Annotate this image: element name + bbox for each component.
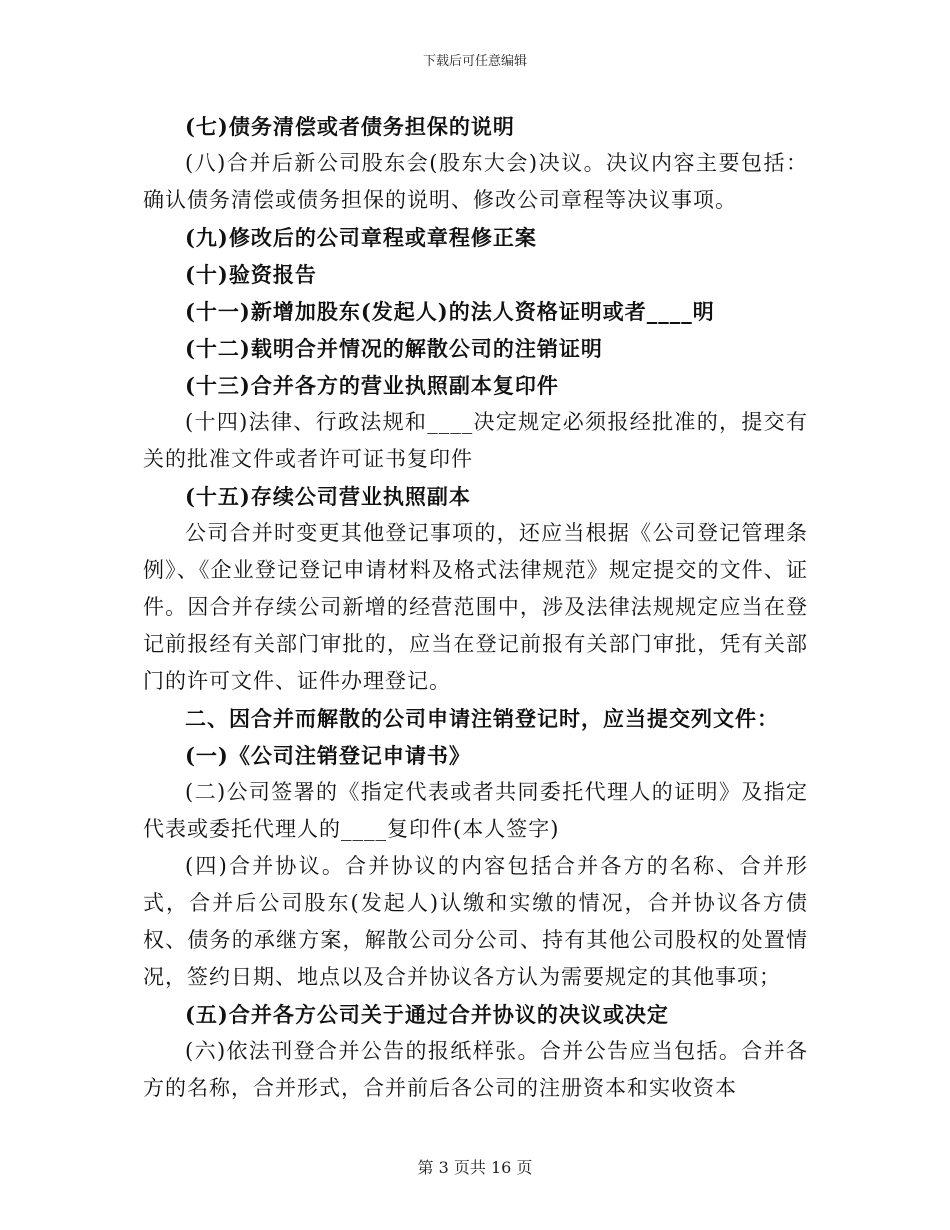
paragraph-13: (二)公司签署的《指定代表或者共同委托代理人的证明》及指定代表或委托代理人的____复印件(本人签字) [143,780,808,841]
paragraph-2: (八)合并后新公司股东会(股东大会)决议。决议内容主要包括：确认债务清偿或债务担保的说明、修改公司章程等决议事项。 [143,151,808,212]
page-header: 下载后可任意编辑 [422,54,527,69]
paragraph-5: (十一)新增加股东(发起人)的法人资格证明或者____明 [185,299,715,324]
paragraph-6: (十二)载明合并情况的解散公司的注销证明 [185,336,603,361]
paragraph-10: 公司合并时变更其他登记事项的，还应当根据《公司登记管理条例》、《企业登记登记申请材料及格式法律规范》规定提交的文件、证件。因合并存续公司新增的经营范围中，涉及法律法规规定应当在登记前报经有关部门审批的，应当在登记前报有关部门审批，凭有关部门的许可文件、证件办理登记。 [143,521,808,693]
paragraph-8: (十四)法律、行政法规和____决定规定必须报经批准的，提交有关的批准文件或者许可证书复印件 [143,410,808,471]
paragraph-14: (四)合并协议。合并协议的内容包括合并各方的名称、合并形式，合并后公司股东(发起人)认缴和实缴的情况，合并协议各方债权、债务的承继方案，解散公司分公司、持有其他公司股权的处置情况，签约日期、地点以及合并协议各方认为需要规定的其他事项； [143,854,808,989]
paragraph-11: 二、因合并而解散的公司申请注销登记时，应当提交列文件： [185,706,779,731]
paragraph-3: (九)修改后的公司章程或章程修正案 [185,225,537,250]
paragraph-16: (六)依法刊登合并公告的报纸样张。合并公告应当包括。合并各方的名称，合并形式，合并前后各公司的注册资本和实收资本 [143,1039,808,1100]
paragraph-9: (十五)存续公司营业执照副本 [185,484,471,509]
document-body [143,108,808,1107]
paragraph-15: (五)合并各方公司关于通过合并协议的决议或决定 [185,1002,669,1027]
paragraph-4: (十)验资报告 [185,262,317,287]
page-footer: 第 3 页共 16 页 [417,1158,533,1177]
paragraph-12: (一)《公司注销登记申请书》 [185,743,471,768]
paragraph-1: (七)债务清偿或者债务担保的说明 [185,114,515,139]
paragraph-7: (十三)合并各方的营业执照副本复印件 [185,373,559,398]
